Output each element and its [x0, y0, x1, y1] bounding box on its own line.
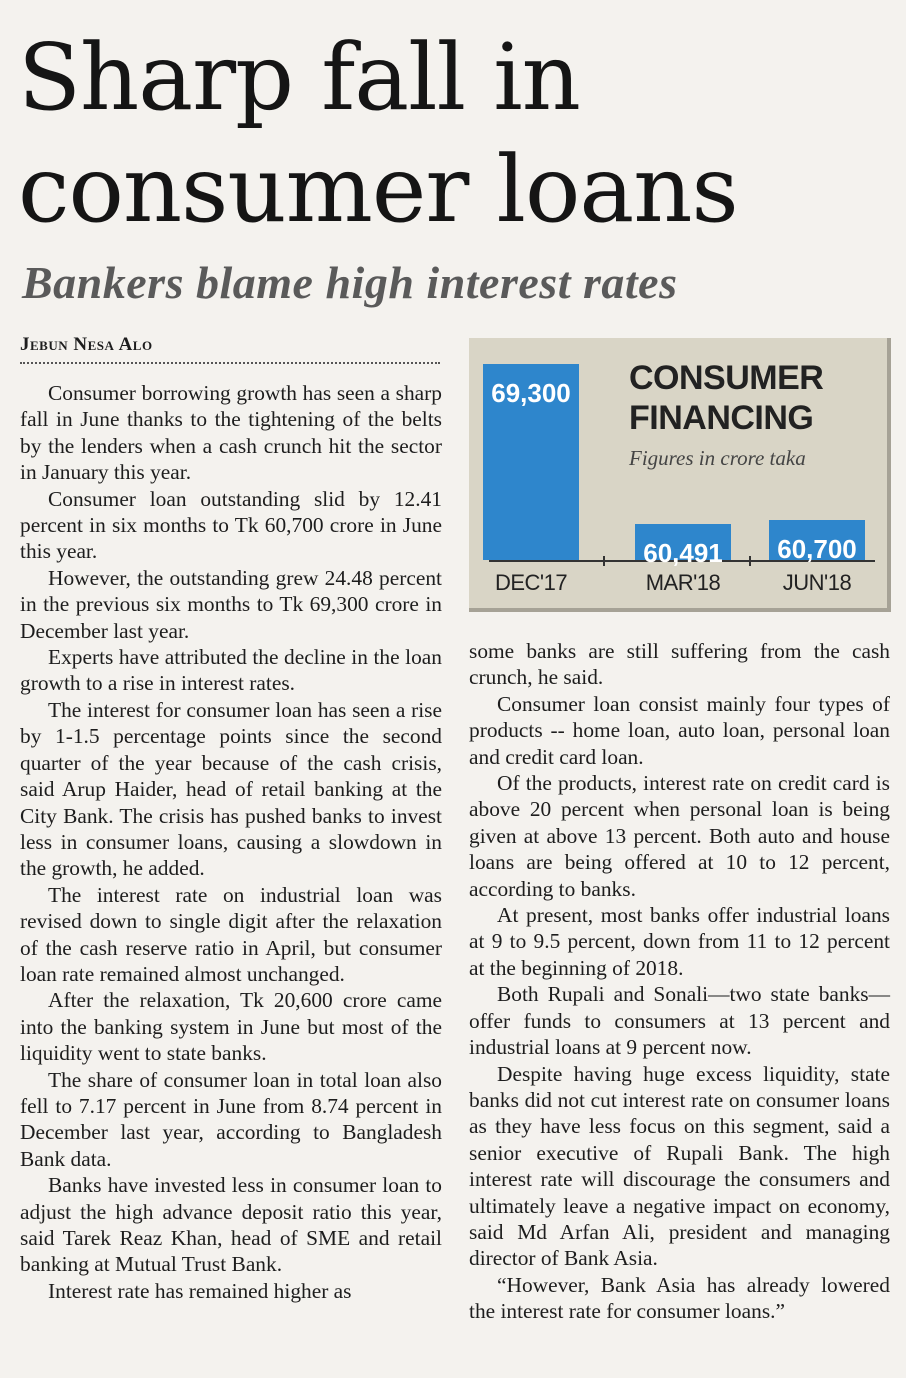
- chart-title: CONSUMER FINANCING: [629, 359, 824, 437]
- paragraph: Consumer borrowing growth has seen a sharp fall in June thanks to the tightening of the belts by the lenders when a cash crunch hit the sector in January this year.: [20, 381, 442, 485]
- paragraph: “However, Bank Asia has already lowered the interest rate for consumer loans.”: [469, 1272, 890, 1324]
- headline: Sharp fall in consumer loans: [18, 24, 738, 243]
- chart-bar-value-label: 69,300: [491, 378, 571, 408]
- chart-axis-tick: [749, 556, 751, 566]
- byline: Jebun Nesa Alo: [20, 334, 153, 355]
- paragraph: After the relaxation, Tk 20,600 crore came into the banking system in June but most of the liquidity went to state banks.: [20, 988, 442, 1066]
- paragraph: However, the outstanding grew 24.48 percent in the previous six months to Tk 69,300 crore in December last year.: [20, 565, 442, 643]
- deck-subheadline: Bankers blame high interest rates: [22, 257, 678, 308]
- paragraph: Both Rupali and Sonali—two state banks—offer funds to consumers at 13 percent and industrial loans at 9 percent now.: [469, 982, 890, 1060]
- chart-category-label: MAR'18: [645, 570, 721, 595]
- chart-bar: [635, 524, 731, 568]
- chart-bar: [769, 520, 865, 565]
- chart-category-label: DEC'17: [494, 570, 568, 595]
- chart-axis-tick: [603, 556, 605, 566]
- chart-category-label: JUN'18: [782, 570, 852, 595]
- consumer-financing-chart: [469, 338, 891, 612]
- chart-bar-value-label: 60,491: [643, 537, 723, 568]
- paragraph: Consumer loan consist mainly four types of products -- home loan, auto loan, personal loan and credit card loan.: [469, 691, 890, 769]
- paragraph: Despite having huge excess liquidity, state banks did not cut interest rate on consumer loans as they have less focus on this segment, said a senior executive of Rupali Bank. The high interest rate will discourage the consumers and ultimately leave a negative impact on economy, said Md Arfan Ali, president and managing director of Bank Asia.: [469, 1061, 890, 1271]
- paragraph: Banks have invested less in consumer loan to adjust the high advance deposit ratio this year, said Tarek Reaz Khan, head of SME and retail banking at Mutual Trust Bank.: [20, 1173, 442, 1277]
- paragraph: The interest for consumer loan has seen a rise by 1-1.5 percentage points since the second quarter of the year because of the cash crisis, said Arup Haider, head of retail banking at the City Bank. The crisis has pushed banks to invest less in consumer loans, causing a slowdown in the growth, he added.: [20, 697, 442, 881]
- paragraph: Consumer loan outstanding slid by 12.41 percent in six months to Tk 60,700 crore in June this year.: [20, 486, 442, 564]
- byline-divider: [20, 362, 440, 364]
- paragraph: At present, most banks offer industrial loans at 9 to 9.5 percent, down from 11 to 12 percent at the beginning of 2018.: [469, 903, 890, 980]
- article-column-1: [20, 380, 442, 1304]
- paragraph: Interest rate has remained higher as: [48, 1278, 352, 1303]
- paragraph: some banks are still suffering from the cash crunch, he said.: [469, 639, 890, 690]
- chart-subtitle: Figures in crore taka: [629, 446, 806, 470]
- paragraph: Of the products, interest rate on credit card is above 20 percent when personal loan is being given at above 13 percent. Both auto and house loans are being offered at 10 to 12 percent, according to banks.: [469, 771, 890, 901]
- paragraph: The interest rate on industrial loan was revised down to single digit after the relaxation of the cash reserve ratio in April, but consumer loan rate remained almost unchanged.: [20, 882, 442, 986]
- chart-bar-value-label: 60,700: [777, 534, 857, 565]
- article-column-2: [469, 638, 890, 1325]
- paragraph: The share of consumer loan in total loan also fell to 7.17 percent in June from 8.74 percent in December last year, according to Bangladesh Bank data.: [20, 1067, 442, 1171]
- chart-bar: [483, 364, 579, 560]
- paragraph: Experts have attributed the decline in the loan growth to a rise in interest rates.: [20, 645, 442, 696]
